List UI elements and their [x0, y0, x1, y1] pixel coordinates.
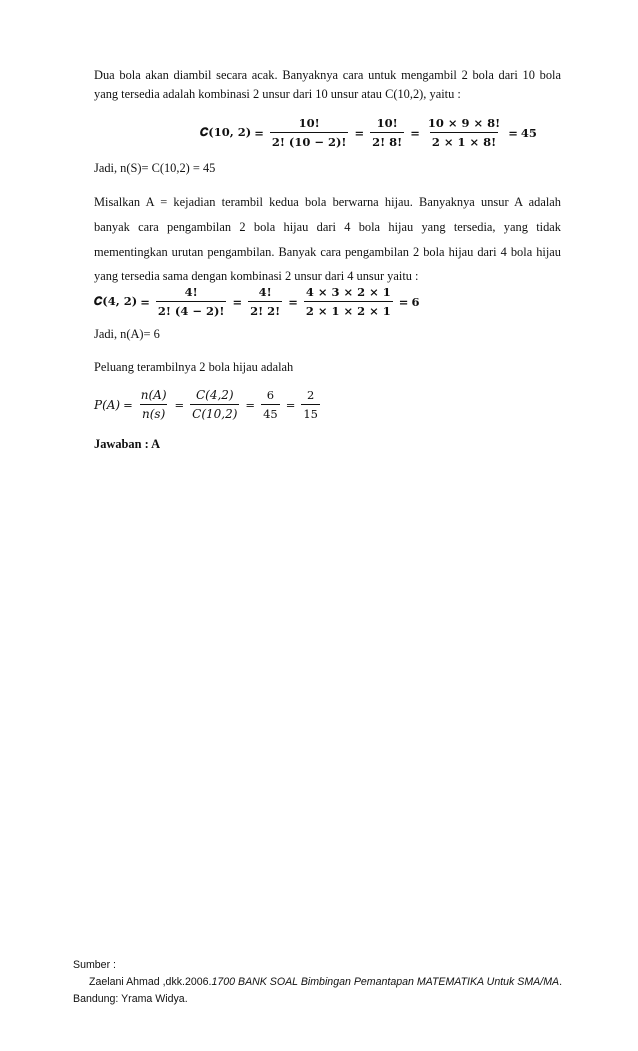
eq1-fraction-2 [370, 116, 404, 149]
eq2-fraction-2 [248, 285, 282, 318]
eq1-equals: = [508, 125, 518, 140]
eq3-fraction-4 [301, 388, 320, 421]
footer-period: . [559, 975, 563, 988]
eq3-lhs: 𝑃(𝐴) [94, 397, 121, 412]
eq2-f3-denominator: 𝟐 × 𝟏 × 𝟐 × 𝟏 [304, 301, 393, 318]
equation-combination-4-2 [94, 285, 419, 318]
answer-line: Jawaban : A [94, 437, 161, 451]
footer-publisher: Bandung: Yrama Widya. [73, 992, 188, 1005]
eq2-fraction-1 [156, 285, 227, 318]
eq2-equals: = [398, 294, 409, 309]
eq1-result: 𝟒𝟓 [520, 125, 537, 140]
eq3-f2-denominator: 𝐶(10,2) [190, 404, 239, 421]
eq1-f2-numerator: 𝟏𝟎! [376, 116, 398, 130]
footer-book-title: 1700 BANK SOAL Bimbingan Pemantapan MATEMATIKA Untuk SMA/MA [211, 975, 560, 988]
eq3-equals: = [174, 397, 185, 412]
eq1-equals: = [410, 125, 420, 140]
eq2-f2-numerator: 𝟒! [258, 285, 272, 299]
equation-probability [94, 388, 323, 421]
eq3-equals: = [245, 397, 256, 412]
eq3-f4-numerator: 2 [307, 388, 315, 402]
eq2-equals: = [232, 294, 243, 309]
eq3-fraction-2 [190, 388, 239, 421]
jadi-n-a: Jadi, n(A)= 6 [94, 327, 160, 341]
eq1-f3-numerator: 𝟏𝟎 × 𝟗 × 𝟖! [427, 116, 501, 130]
equation-combination-10-2 [200, 116, 537, 149]
eq2-f1-numerator: 𝟒! [184, 285, 198, 299]
eq3-equals: = [123, 397, 133, 412]
eq3-f4-denominator: 15 [301, 404, 320, 421]
eq2-result: 𝟔 [411, 294, 420, 309]
footer-source [73, 957, 562, 1008]
eq3-f3-denominator: 45 [261, 404, 280, 421]
eq1-f1-denominator: 𝟐! (𝟏𝟎 − 𝟐)! [270, 132, 349, 149]
eq2-lhs: 𝑪(𝟒, 𝟐) [94, 294, 138, 308]
eq1-f2-denominator: 𝟐! 𝟖! [370, 132, 404, 149]
eq1-equals: = [254, 125, 264, 140]
eq1-fraction-1 [270, 116, 349, 149]
eq2-equals: = [288, 294, 298, 309]
eq3-f3-numerator: 6 [266, 388, 275, 402]
jadi-n-s: Jadi, n(S)= C(10,2) = 45 [94, 161, 216, 175]
eq1-fraction-3 [426, 116, 502, 149]
intro-paragraph: Dua bola akan diambil secara acak. Banyaknya cara untuk mengambil 2 bola dari 10 bola yang tersedia adalah kombinasi 2 unsur dari 10 unsur atau C(10,2), yaitu : [94, 68, 561, 102]
eq1-lhs: 𝑪(𝟏𝟎, 𝟐) [200, 125, 252, 139]
eq2-f1-denominator: 𝟐! (𝟒 − 𝟐)! [156, 301, 227, 318]
eq3-fraction-3 [261, 388, 280, 421]
eq1-f3-denominator: 𝟐 × 𝟏 × 𝟖! [430, 132, 498, 149]
eq2-fraction-3 [304, 285, 393, 318]
footer-author: Zaelani Ahmad ,dkk.2006. [89, 975, 212, 988]
peluang-text: Peluang terambilnya 2 bola hijau adalah [94, 360, 294, 374]
eq1-f1-numerator: 𝟏𝟎! [298, 116, 320, 130]
eq1-equals: = [354, 125, 365, 140]
footer-label: Sumber : [73, 959, 116, 971]
eq3-fraction-1 [139, 388, 169, 421]
misalkan-paragraph: Misalkan A = kejadian terambil kedua bola berwarna hijau. Banyaknya unsur A adalah banyak cara pengambilan 2 bola hijau dari 4 bola hijau yang tersedia, yang tidak mementingkan urutan pengambilan. Banyak cara pengambilan 2 bola hijau dari 4 bola hijau yang tersedia sama dengan kombinasi 2 unsur dari 4 unsur yaitu : [94, 195, 561, 284]
eq3-f2-numerator: 𝐶(4,2) [195, 388, 234, 402]
eq2-f2-denominator: 𝟐! 𝟐! [248, 301, 282, 318]
eq3-f1-denominator: 𝑛(𝑠) [140, 404, 167, 421]
eq3-f1-numerator: 𝑛(𝐴) [140, 388, 167, 402]
footer-citation [73, 974, 562, 991]
eq2-equals: = [140, 294, 150, 309]
eq2-f3-numerator: 𝟒 × 𝟑 × 𝟐 × 𝟏 [305, 285, 391, 299]
eq3-equals: = [285, 397, 296, 412]
